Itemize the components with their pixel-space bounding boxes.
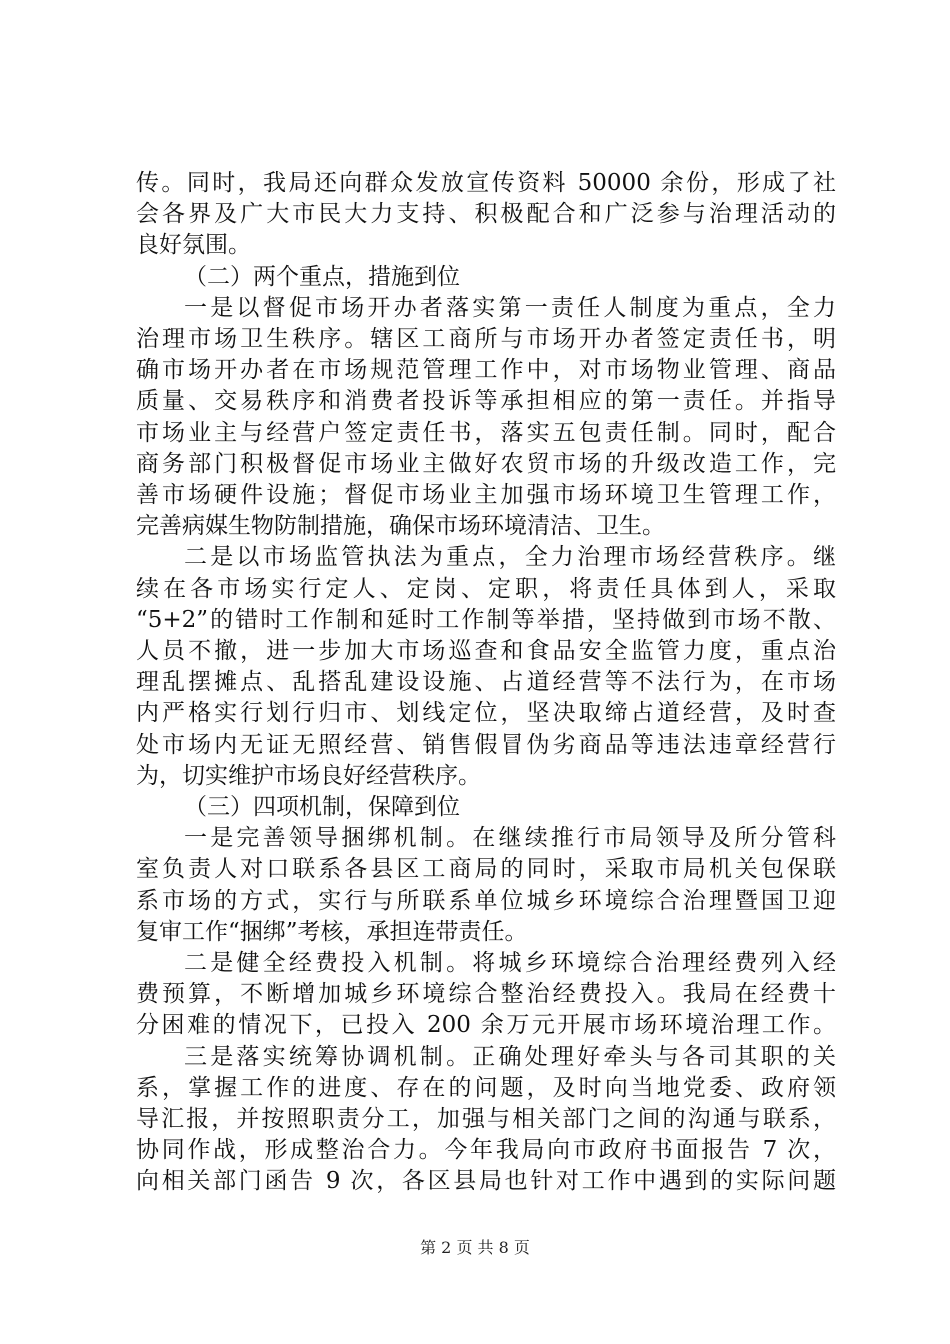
text-line: 完善病媒生物防制措施，确保市场环境清洁、卫生。 [136, 513, 665, 540]
text-line: 一是以督促市场开办者落实第一责任人制度为重点，全力 [184, 294, 836, 321]
text-line: 会各界及广大市民大力支持、积极配合和广泛参与治理活动的 [136, 201, 836, 228]
text-line: 室负责人对口联系各县区工商局的同时，采取市局机关包保联 [136, 856, 836, 883]
text-line: 内严格实行划行归市、划线定位，坚决取缔占道经营，及时查 [136, 700, 836, 727]
text-line: 治理市场卫生秩序。辖区工商所与市场开办者签定责任书，明 [136, 326, 836, 352]
section-heading: （三）四项机制，保障到位 [184, 794, 460, 820]
text-line: 导汇报，并按照职责分工，加强与相关部门之间的沟通与联系， [136, 1106, 836, 1132]
text-line: 传。同时，我局还向群众发放宣传资料 50000 余份，形成了社 [136, 170, 836, 196]
text-line: “5+2”的错时工作制和延时工作制等举措，坚持做到市场不散、 [136, 606, 836, 633]
text-line: 系，掌握工作的进度、存在的问题，及时向当地党委、政府领 [136, 1074, 836, 1101]
text-line: 费预算，不断增加城乡环境综合整治经费投入。我局在经费十 [136, 981, 836, 1008]
text-line: 向相关部门函告 9 次，各区县局也针对工作中遇到的实际问题 [136, 1168, 836, 1195]
text-line: 良好氛围。 [136, 232, 251, 259]
text-line: 商务部门积极督促市场业主做好农贸市场的升级改造工作，完 [136, 450, 836, 477]
text-line: 二是健全经费投入机制。将城乡环境综合治理经费列入经 [184, 950, 836, 976]
text-line: 三是落实统筹协调机制。正确处理好牵头与各司其职的关 [184, 1043, 836, 1070]
page-footer: 第 2 页 共 8 页 [420, 1238, 530, 1257]
text-line: 分困难的情况下，已投入 200 余万元开展市场环境治理工作。 [136, 1012, 836, 1039]
text-line: 二是以市场监管执法为重点，全力治理市场经营秩序。继 [184, 544, 836, 571]
text-line: 系市场的方式，实行与所联系单位城乡环境综合治理暨国卫迎 [136, 887, 836, 914]
text-line: 人员不撤，进一步加大市场巡查和食品安全监管力度，重点治 [136, 638, 836, 664]
text-line: 处市场内无证无照经营、销售假冒伪劣商品等违法违章经营行 [136, 731, 836, 758]
text-line: 市场业主与经营户签定责任书，落实五包责任制。同时，配合 [136, 419, 836, 446]
text-line: 复审工作“捆绑”考核，承担连带责任。 [136, 918, 528, 945]
text-line: 善市场硬件设施；督促市场业主加强市场环境卫生管理工作， [136, 482, 836, 508]
text-line: 续在各市场实行定人、定岗、定职，将责任具体到人，采取 [136, 575, 836, 602]
section-heading: （二）两个重点，措施到位 [184, 263, 460, 290]
text-line: 一是完善领导捆绑机制。在继续推行市局领导及所分管科 [184, 825, 836, 852]
text-line: 理乱摆摊点、乱搭乱建设设施、占道经营等不法行为，在市场 [136, 669, 836, 696]
text-line: 为，切实维护市场良好经营秩序。 [136, 762, 481, 789]
text-line: 确市场开办者在市场规范管理工作中，对市场物业管理、商品 [136, 357, 836, 384]
text-line: 协同作战，形成整治合力。今年我局向市政府书面报告 7 次， [136, 1137, 836, 1164]
text-line: 质量、交易秩序和消费者投诉等承担相应的第一责任。并指导 [136, 388, 836, 415]
